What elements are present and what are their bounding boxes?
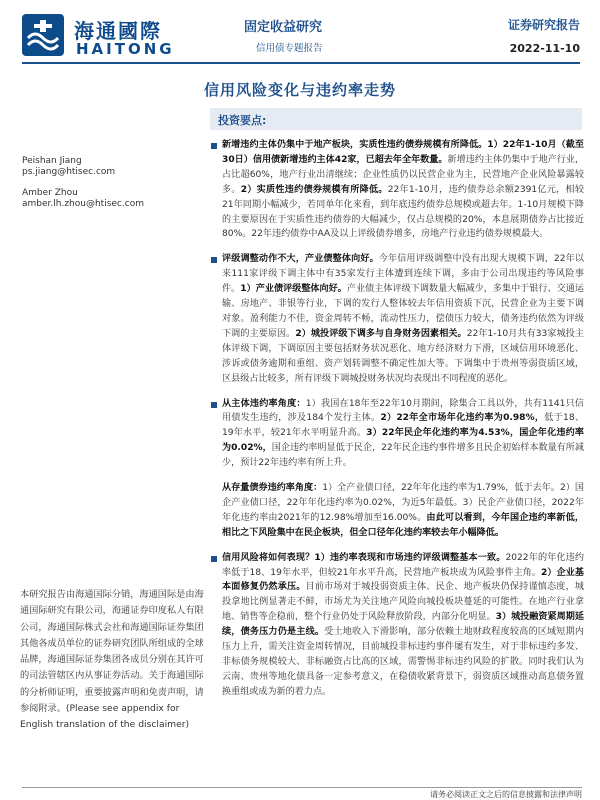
section-text-bold: 2）22年全市场年化违约率为0.98%，: [380, 413, 545, 424]
key-point-section: [210, 397, 584, 472]
key-point-section: [210, 551, 584, 700]
header-divider: [22, 62, 580, 64]
key-points-banner: [210, 108, 582, 130]
analyst-email[interactable]: amber.lh.zhou@htisec.com: [22, 199, 144, 209]
report-type: 固定收益研究: [244, 20, 323, 35]
section-text-bold: 3）22年民企年化违约率为4.53%，国企年化违约率为0.02%，: [222, 428, 584, 454]
report-title: 信用风险变化与违约率走势: [203, 81, 396, 99]
report-classification: 证券研究报告: [507, 18, 580, 32]
section-text: 目前市场对于城投弱资质主体、民企、地产板块仍保持谨慎态度，城投拿地比例显著走不鲜，市场尤为关注地产风险向城投板块蔓延的可能性。在地产行业拿地、销售等企稳前，整个行业仍处于风险释放阶段，内部分化明显。: [222, 582, 584, 623]
section-text-bold: 3）城投融资紧周期延续，债务压力仍是主线。: [222, 612, 584, 638]
section-text: 新增违约主体仍集中于地产行业，占比超60%，地产行业出清继续；企业性质仍以民营企业为主，民营地产企业风险暴露较多。: [222, 154, 584, 195]
analyst-name: Peishan Jiang: [22, 156, 82, 166]
section-text: 2022年的年化违约率低于18、19年水平，但较21年水平升高，民营地产板块成为风险事件主角。: [222, 552, 584, 578]
footer-notice: 请务必阅读正文之后的信息披露和法律声明: [430, 790, 582, 799]
square-bullet-icon: [211, 402, 217, 408]
key-points-label: 投资要点:: [218, 114, 267, 127]
section-text: 22年1-10月共有33家城投主体评级下调，下调原因主要包括财务状况恶化、地方经济财力下滑，区域信用环境恶化、涉诉或债务逾期和重组、资产划转调整不确定性加大等。下调集中于贵州等弱资质区域，区县级占比较多，所有评级下调城投财务状况均表现出不同程度的恶化。: [222, 328, 584, 384]
key-points-content: [210, 136, 584, 700]
section-text: 国企违约率明显低于民企，22年民企违约事件增多且民企初始样本数量有所减少，预计22年违约率有所上升。: [222, 443, 584, 469]
section-text-bold: 从主体违约率角度：: [222, 398, 306, 409]
section-text-bold: 从存量债券违约率角度：: [222, 483, 323, 494]
section-text: 1）全产业债口径，22年年化违约率为1.79%，低于去年。2）国企产业债口径，22年年化违约率为0.02%，为近5年最低。3）民企产业债口径，2022年年化违约率由2021年的12.98%增加至16.00%。: [222, 483, 584, 523]
section-text-bold: 2）实质性违约债券规模有所降低。: [240, 184, 388, 195]
section-text: 产业债主体评级下调数量大幅减少，多集中于银行、交通运输、房地产、非银等行业，下调的发行人整体较去年信用资质下沉，民营企业为主要下调对象。盈利能力不佳，资金周转不畅，流动性压力，偿债压力较大，债务违约依然为评级下调的主要原因。: [222, 284, 584, 339]
section-text-bold: 信用风险将如何表现？1）违约率表现和市场违约评级调整基本一致。: [222, 552, 506, 563]
section-text: 1）我国在18年至22年10月期间，除集合工具以外，共有1141只信用债发生违约，涉及184个发行主体。: [222, 398, 584, 424]
square-bullet-icon: [211, 143, 217, 149]
section-text-bold: 1）产业债评级整体向好。: [240, 284, 347, 295]
section-text: 今年信用评级调整中没有出现大规模下调，22年以来111家评级下调主体中有35家发行主体遭到连续下调，多由于公司出现违约等风险事件。: [222, 254, 584, 295]
section-text: 22年1-10月，违约债券总余额2391亿元，相较21年同期小幅减少，若同单年化来看，到年底违约债券总规模或超去年。1-10月规模下降的主要原因在于实质性违约债券的大幅减少，仅占总规模的20%，本息展期债券占比接近80%。22年违约债券中AA及以上评级债券增多，房地产行业违约债券规模最大。: [222, 184, 584, 240]
section-text-bold: 评级调整动作不大，产业债整体向好。: [222, 254, 379, 265]
report-header: [0, 0, 600, 64]
section-text-bold: 2）企业基本面修复仍然承压。: [222, 567, 584, 593]
haitong-logo-icon: [22, 14, 64, 56]
logo-english-name: HAITONG: [76, 40, 175, 58]
logo-chinese-name: 海通國際: [74, 19, 162, 43]
report-subtype: 信用债专题报告: [256, 43, 323, 54]
section-text: 受土地收入下滑影响，部分依赖土地财政程度较高的区域短期内压力上升，需关注资金周转情况，目前城投非标违约事件屡有发生，对于非标违约多发、非标债务规模较大、非标融资占比高的区域，需警惕非标违约风险的扩散。同时我们认为云南、贵州等地化债具备一定参考意义，在稳债收紧背景下，弱资质区域推动高息债务置换重组或成为新的着力点。: [222, 627, 584, 697]
analyst-email[interactable]: ps.jiang@htisec.com: [22, 167, 116, 177]
report-date: 2022-11-10: [509, 42, 580, 55]
disclaimer-text: 本研究报告由海通国际分销，海通国际是由海通国际研究有限公司，海通证券印度私人有限公司，海通国际株式会社和海通国际证券集团其他各成员单位的证券研究团队所组成的全球品牌，海通国际证券集团各成员分别在其许可的司法管辖区内从事证券活动。关于海通国际的分析师证明，重要披露声明和免责声明，请参阅附录。(Please see appendix for English translation of the disclaimer): [20, 589, 204, 731]
section-text-bold: 新增违约主体仍集中于地产板块，实质性违约债券规模有所降低。1）22年1-10月（截至30日）信用债新增违约主体42家，已超去年全年数量。: [222, 140, 584, 165]
key-point-section: [210, 252, 584, 386]
key-point-subsection: [210, 481, 584, 541]
key-point-section: [210, 138, 584, 242]
square-bullet-icon: [211, 257, 217, 263]
section-text: 低于18、19年水平，较21年水平明显升高。: [222, 413, 585, 439]
section-text-bold: 2）城投评级下调多与自身财务因素相关。: [295, 328, 467, 339]
footer-divider: [22, 787, 582, 788]
analyst-name: Amber Zhou: [22, 188, 78, 198]
haitong-logo: [22, 14, 212, 60]
section-text-bold: 由此可以看到，今年国企违约率新低，相比之下风险集中在民企板块，但全口径年化违约率较去年小幅降低。: [222, 512, 584, 538]
square-bullet-icon: [211, 556, 217, 562]
